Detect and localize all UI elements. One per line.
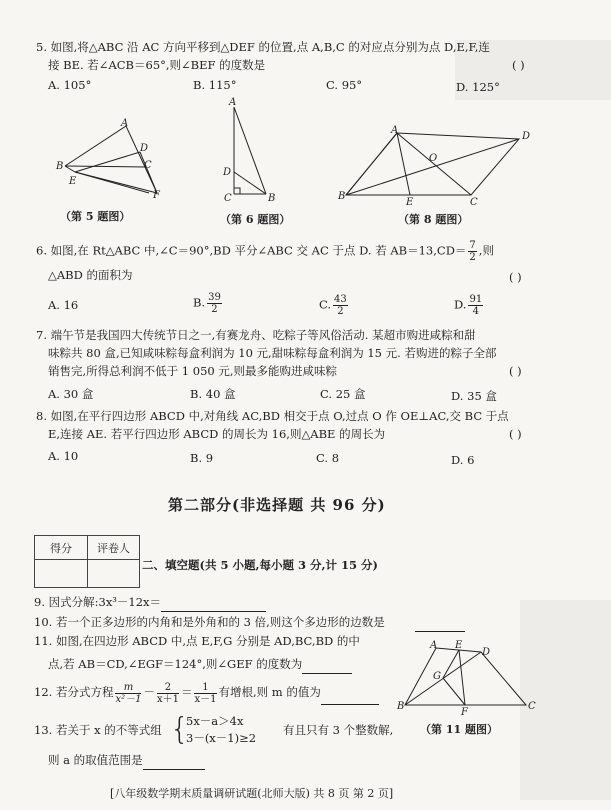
fig5-label: B [56, 161, 64, 172]
q13-suffix: 有且只有 3 个整数解, [283, 723, 394, 737]
q12-f2-den: x＋1 [156, 693, 179, 705]
q13-line2 [48, 751, 205, 770]
q6-option-c-den: 2 [337, 306, 344, 317]
q12-equals: ＝ [180, 685, 193, 699]
q6-option-c-fraction [333, 294, 348, 317]
q6-text-a: 6. 如图,在 Rt△ABC 中,∠C＝90°,BD 平分∠ABC 交 AC 于点 D. 若 AB＝13,CD＝ [36, 243, 467, 258]
q13-inequality-2: 3－(x－1)≥2 [186, 731, 257, 745]
fig11-caption: （第 11 题图） [420, 723, 498, 736]
fig6-label: A [229, 97, 237, 108]
q12-f2-num: 2 [157, 682, 179, 694]
fig11-drawing [396, 638, 546, 718]
fig11-label: B [397, 701, 405, 712]
q12-f3-num: 1 [194, 682, 216, 694]
score-label: 得分 [35, 536, 88, 560]
q12-prefix: 12. 若分式方程 [34, 685, 114, 699]
score-box [34, 535, 140, 588]
q11-line1: 11. 如图,在四边形 ABCD 中,点 E,F,G 分别是 AD,BC,BD 的中 [34, 634, 360, 648]
q13-answer-blank[interactable] [143, 751, 205, 770]
q7-option-a[interactable]: A. 30 盒 [48, 387, 94, 401]
q6-option-b-den: 2 [211, 304, 218, 315]
fig8-label: O [429, 153, 438, 164]
fig5-label: D [140, 143, 149, 154]
q6-option-c-prefix: C. [319, 297, 332, 312]
q13-system [186, 713, 256, 747]
q12-f1-num: m [115, 682, 141, 694]
q12-f3-den: x－1 [194, 693, 217, 705]
q8-option-b[interactable]: B. 9 [190, 451, 214, 465]
fig8-drawing [346, 133, 519, 195]
q5-option-a[interactable]: A. 105° [48, 78, 92, 92]
q7-line1: 7. 端午节是我国四大传统节日之一,有赛龙舟、吃粽子等风俗活动. 某超市购进咸粽和甜 [36, 328, 476, 342]
q7-answer-bracket[interactable]: ( ) [509, 364, 522, 378]
fig6-label: B [268, 193, 276, 204]
q5-option-c[interactable]: C. 95° [326, 78, 363, 92]
fig6-label: D [223, 167, 232, 178]
q12-fraction-3 [194, 682, 216, 705]
q6-option-b-fraction [207, 292, 222, 315]
q6-option-b-num: 39 [208, 292, 221, 303]
q13-brace: { [170, 712, 190, 747]
fig11-label: A [430, 640, 438, 651]
fig11-label: F [461, 707, 468, 718]
q5-line1: 5. 如图,将△ABC 沿 AC 方向平移到△DEF 的位置,点 A,B,C 的对应点分别为点 D,E,F,连 [36, 40, 490, 54]
fig5-label: E [69, 176, 77, 187]
q6-option-d-fraction [468, 294, 483, 317]
q8-answer-bracket[interactable]: ( ) [509, 427, 522, 441]
q8-option-c[interactable]: C. 8 [316, 451, 340, 465]
grader-cell[interactable] [88, 560, 140, 588]
grader-label: 评卷人 [88, 536, 140, 560]
q6-option-a[interactable]: A. 16 [48, 298, 79, 312]
q5-answer-bracket[interactable]: ( ) [512, 58, 525, 72]
q6-option-d-prefix: D. [454, 297, 467, 312]
q6-cd-num: 7 [469, 240, 476, 251]
q5-line2: 接 BE. 若∠ACB＝65°,则∠BEF 的度数是 [48, 58, 266, 72]
q6-option-d-num: 91 [469, 294, 483, 305]
fig11-label: G [433, 671, 441, 682]
q10-prompt: 10. 若一个正多边形的内角和是外角和的 3 倍,则这个多边形的边数是 [34, 615, 385, 629]
q6-option-b-prefix: B. [193, 295, 206, 310]
q6-line2: △ABD 的面积为 [48, 268, 133, 282]
fig8-caption: （第 8 题图） [398, 213, 469, 226]
score-cell[interactable] [35, 560, 88, 588]
q11-answer-blank[interactable] [302, 655, 352, 674]
fig6-caption: （第 6 题图） [220, 213, 291, 226]
page-footer: [八年级数学期末质量调研试题(北师大版) 共 8 页 第 2 页] [110, 787, 394, 800]
q8-option-a[interactable]: A. 10 [48, 449, 79, 463]
fig11-label: D [482, 647, 491, 658]
fill-section-heading: 二、填空题(共 5 小题,每小题 3 分,计 15 分) [142, 558, 378, 572]
q12-f1-den: x²－1 [115, 693, 142, 705]
q8-line2: E,连接 AE. 若平行四边形 ABCD 的周长为 16,则△ABE 的周长为 [48, 427, 386, 441]
q9-answer-blank[interactable] [161, 593, 266, 612]
q10-text [34, 613, 385, 631]
fig5-label: F [153, 190, 160, 201]
q12-suffix: 有增根,则 m 的值为 [218, 685, 321, 699]
fig8-label: D [522, 131, 531, 142]
q5-option-b[interactable]: B. 115° [193, 78, 237, 92]
q6-option-d[interactable] [454, 294, 485, 317]
q5-option-d[interactable]: D. 125° [456, 80, 500, 94]
q6-option-b[interactable] [193, 292, 224, 315]
q6-line1 [36, 240, 494, 263]
q9-text [34, 593, 266, 612]
q9-prompt: 9. 因式分解:3x³－12x＝ [34, 595, 162, 609]
q6-option-c[interactable] [319, 294, 350, 317]
q6-option-d-den: 4 [472, 306, 480, 317]
q7-option-d[interactable]: D. 35 盒 [451, 389, 497, 403]
q6-cd-den: 2 [469, 252, 476, 263]
fig8-label: A [391, 125, 399, 136]
fig11-label: E [455, 640, 463, 651]
q6-answer-bracket[interactable]: ( ) [509, 270, 522, 284]
q7-line2: 味粽共 80 盒,已知咸味粽每盒利润为 10 元,甜味粽每盒利润为 15 元. 若购进的粽子全部 [48, 346, 497, 360]
fig5-label: C [144, 160, 152, 171]
q6-cd-fraction [468, 240, 476, 263]
q13-prompt: 则 a 的取值范围是 [48, 753, 143, 767]
q10-answer-blank[interactable] [415, 630, 465, 632]
fig8-label: C [470, 197, 478, 208]
q6-text-b: ,则 [478, 243, 494, 258]
q7-option-c[interactable]: C. 25 盒 [320, 387, 366, 401]
q12-minus: － [143, 685, 155, 699]
fig5-caption: （第 5 题图） [60, 210, 131, 223]
fig6-label: C [224, 193, 232, 204]
fig8-label: B [338, 191, 346, 202]
q8-line1: 8. 如图,在平行四边形 ABCD 中,对角线 AC,BD 相交于点 O,过点 O 作 OE⊥AC,交 BC 于点 [36, 409, 509, 423]
q11-line2 [48, 655, 352, 674]
q13-inequality-1: 5x－a＞4x [186, 714, 244, 728]
part2-title: 第二部分(非选择题 共 96 分) [168, 496, 386, 514]
q6-option-c-num: 43 [334, 294, 347, 305]
q11-prompt: 点,若 AB＝CD,∠EGF＝124°,则∠GEF 的度数为 [48, 657, 303, 671]
q8-option-d[interactable]: D. 6 [451, 453, 475, 467]
fig8-label: E [406, 197, 414, 208]
q7-line3: 销售完,所得总利润不低于 1 050 元,则最多能购进咸味粽 [48, 364, 338, 378]
fig5-label: A [121, 118, 129, 129]
q13-prefix: 13. 若关于 x 的不等式组 [34, 723, 162, 737]
q12-fraction-2 [157, 682, 179, 705]
fig11-label: C [528, 701, 536, 712]
fig6-drawing [234, 107, 266, 194]
q12-answer-blank[interactable] [321, 680, 379, 705]
q12-fraction-1 [115, 682, 141, 705]
q7-option-b[interactable]: B. 40 盒 [190, 387, 236, 401]
q12-text [34, 680, 379, 705]
